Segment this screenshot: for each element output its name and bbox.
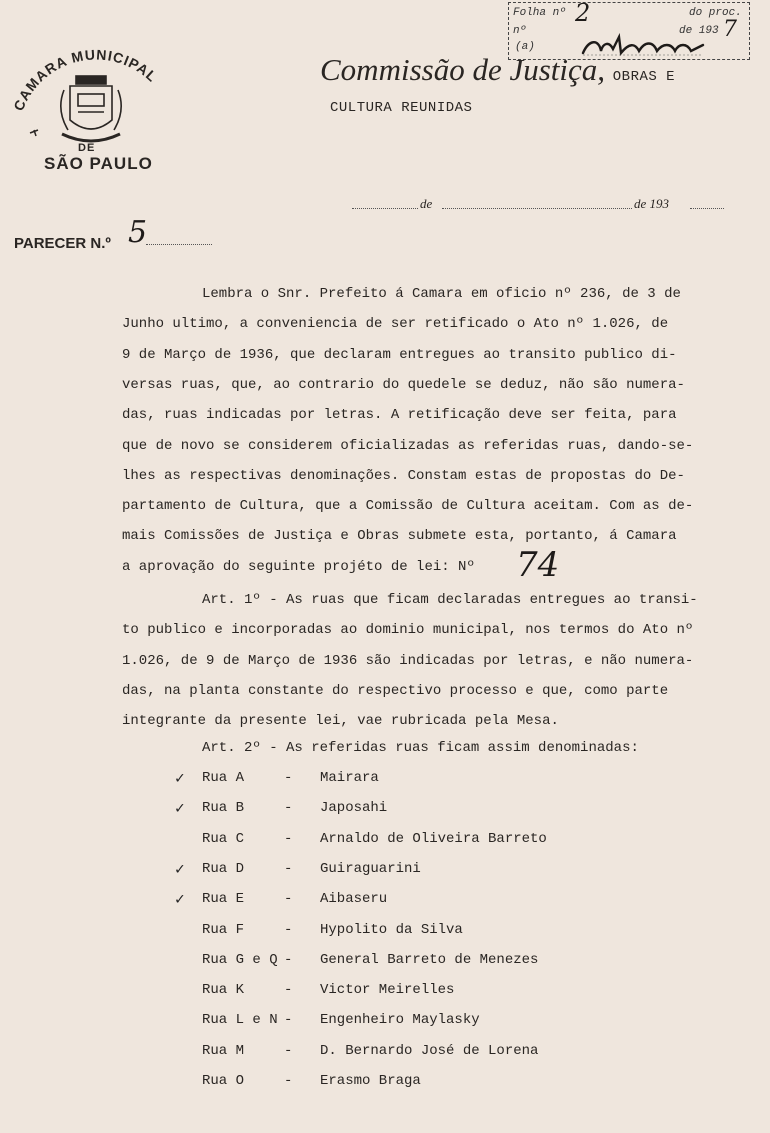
date-line — [352, 196, 724, 212]
parecer-number: 5 — [128, 215, 148, 250]
street-dash: - — [284, 860, 293, 877]
stamp-n-label: nº — [513, 25, 527, 37]
coat-of-arms-icon — [61, 76, 121, 141]
street-name: Erasmo Braga — [320, 1073, 421, 1089]
stamp-a-label: (a) — [515, 41, 535, 53]
street-name: Japosahi — [320, 800, 388, 817]
seal-de: DE — [78, 142, 96, 154]
body-line: das, ruas indicadas por letras. A retificação deve ser feita, para — [122, 407, 677, 424]
body-line: 9 de Março de 1936, que declaram entregues ao transito publico di- — [122, 346, 677, 363]
parecer-blank — [146, 244, 212, 245]
date-blank-month — [442, 208, 632, 209]
body-line: Junho ultimo, a conveniencia de ser retificado o Ato nº 1.026, de — [122, 316, 669, 333]
check-mark-icon: ✓ — [175, 800, 185, 819]
street-letter: Rua D — [202, 860, 245, 877]
street-dash: - — [284, 1073, 293, 1089]
seal-arc-text: CAMARA MUNICIPAL — [10, 46, 161, 114]
article-1-line: Art. 1º - As ruas que ficam declaradas entregues ao transi- — [202, 592, 698, 608]
article-2-intro: Art. 2º - As referidas ruas ficam assim denominadas: — [202, 740, 639, 756]
street-letter: Rua M — [202, 1042, 245, 1059]
street-name: Engenheiro Maylasky — [320, 1012, 480, 1029]
street-dash: - — [284, 982, 293, 999]
street-name: Arnaldo de Oliveira Barreto — [320, 830, 547, 847]
article-1-line: 1.026, de 9 de Março de 1936 são indicadas por letras, e não numera- — [122, 652, 694, 669]
street-letter: Rua O — [202, 1073, 245, 1089]
check-mark-icon: ✓ — [175, 770, 185, 788]
body-line: partamento de Cultura, que a Comissão de Cultura aceitam. Com as de- — [122, 498, 694, 515]
street-dash: - — [284, 921, 293, 938]
street-letter: Rua A — [202, 770, 245, 786]
body-line: Lembra o Snr. Prefeito á Camara em oficio nº 236, de 3 de — [202, 286, 681, 302]
street-letter: Rua F — [202, 921, 245, 938]
date-de-2: de 193 — [634, 196, 670, 211]
date-de-1: de — [420, 196, 433, 211]
street-dash: - — [284, 800, 293, 817]
street-dash: - — [284, 830, 293, 847]
date-blank-day — [352, 208, 418, 209]
street-dash: - — [284, 951, 293, 968]
commission-title — [320, 52, 675, 88]
street-name: Aibaseru — [320, 891, 388, 908]
lei-number: 74 — [516, 545, 560, 585]
stamp-year-digit: 7 — [723, 17, 737, 42]
article-1-line: to publico e incorporadas ao dominio municipal, nos termos do Ato nº — [122, 622, 694, 639]
stamp-folha-number: 2 — [575, 0, 591, 27]
street-letter: Rua G e Q — [202, 951, 278, 968]
street-letter: Rua L e N — [202, 1012, 278, 1029]
commission-title-rest: OBRAS E — [612, 69, 676, 85]
parecer-label: PARECER N.º — [14, 235, 111, 252]
street-name: General Barreto de Menezes — [320, 951, 539, 968]
street-name: Victor Meirelles — [320, 982, 455, 999]
street-letter: Rua C — [202, 830, 245, 847]
stamp-folha-label: Folha nº — [513, 7, 566, 19]
article-1-line: das, na planta constante do respectivo processo e que, como parte — [122, 682, 669, 699]
street-name: Mairara — [320, 770, 379, 786]
street-letter: Rua E — [202, 891, 245, 908]
city-seal — [0, 30, 190, 160]
stamp-year-label: de 193 — [679, 25, 719, 37]
street-dash: - — [284, 891, 293, 908]
street-name: Guiraguarini — [320, 860, 421, 877]
street-name: D. Bernardo José de Lorena — [320, 1042, 539, 1059]
body-line: mais Comissões de Justiça e Obras submete esta, portanto, á Camara — [122, 528, 677, 545]
street-letter: Rua B — [202, 800, 245, 817]
check-mark-icon: ✓ — [175, 860, 185, 879]
seal-city: SÃO PAULO — [44, 154, 153, 173]
pen-mark-icon — [30, 130, 38, 136]
stamp-proc-label: do proc. — [689, 7, 742, 19]
commission-subtitle: CULTURA REUNIDAS — [330, 100, 473, 116]
body-line: lhes as respectivas denominações. Constam estas de propostas do De- — [122, 467, 685, 484]
street-dash: - — [284, 1042, 293, 1059]
body-line: a aprovação do seguinte projéto de lei: Nº — [122, 558, 475, 575]
date-blank-year — [690, 208, 724, 209]
street-name: Hypolito da Silva — [320, 921, 463, 938]
street-dash: - — [284, 770, 293, 786]
commission-title-main: Commissão de Justiça, — [320, 52, 606, 87]
street-dash: - — [284, 1012, 293, 1029]
body-line: que de novo se considerem oficializadas as referidas ruas, dando-se- — [122, 437, 694, 454]
street-letter: Rua K — [202, 982, 245, 999]
check-mark-icon: ✓ — [175, 891, 185, 910]
article-1-line: integrante da presente lei, vae rubricada pela Mesa. — [122, 713, 559, 730]
body-line: versas ruas, que, ao contrario do quedele se deduz, não são numera- — [122, 376, 685, 393]
